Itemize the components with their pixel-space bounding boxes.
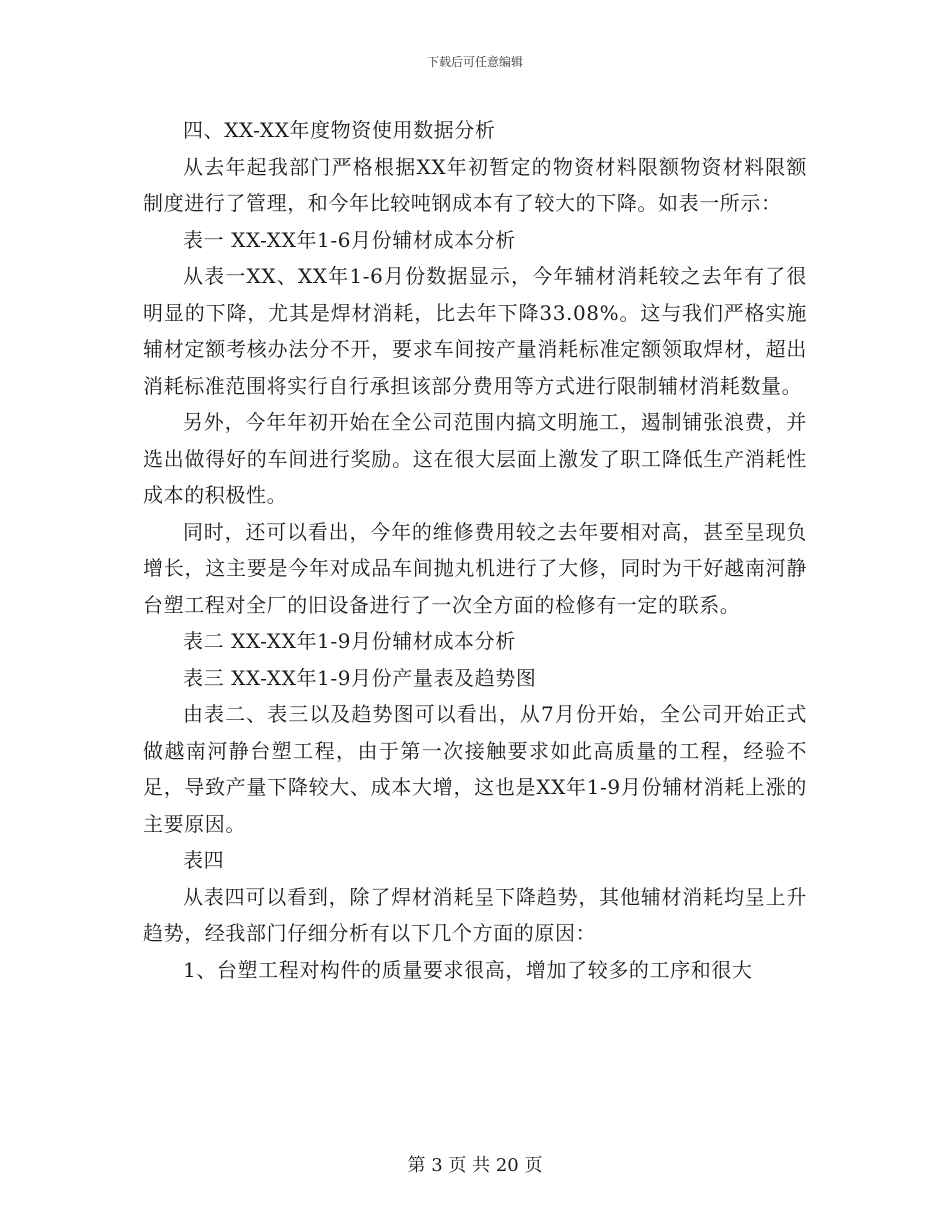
section-heading: 四、XX-XX年度物资使用数据分析 (183, 118, 496, 142)
paragraph: 从表四可以看到，除了焊材消耗呈下降趋势，其他辅材消耗均呈上升趋势，经我部门仔细分析有以下几个方面的原因： (143, 884, 807, 945)
paragraph: 从表一XX、XX年1-6月份数据显示，今年辅材消耗较之去年有了很明显的下降，尤其是焊材消耗，比去年下降33.08%。这与我们严格实施辅材定额考核办法分不开，要求车间按产量消耗标准定额领取焊材，超出消耗标准范围将实行自行承担该部分费用等方式进行限制辅材消耗数量。 (143, 264, 807, 398)
table-caption: 表四 (183, 848, 225, 872)
paragraph: 另外，今年年初开始在全公司范围内搞文明施工，遏制铺张浪费，并选出做得好的车间进行奖励。这在很大层面上激发了职工降低生产消耗性成本的积极性。 (143, 410, 807, 507)
table-caption: 表一 XX-XX年1-6月份辅材成本分析 (183, 227, 516, 252)
table-caption: 表三 XX-XX年1-9月份产量表及趋势图 (183, 665, 537, 690)
paragraph: 1、台塑工程对构件的质量要求很高，增加了较多的工序和很大 (183, 957, 753, 982)
document-body (143, 112, 807, 988)
page-number: 第 3 页 共 20 页 (407, 1155, 543, 1176)
table-caption: 表二 XX-XX年1-9月份辅材成本分析 (183, 629, 516, 653)
page-header: 下载后可任意编辑 (426, 55, 523, 69)
paragraph: 从去年起我部门严格根据XX年初暂定的物资材料限额物资材料限额制度进行了管理，和今年比较吨钢成本有了较大的下降。如表一所示： (143, 154, 807, 215)
paragraph: 由表二、表三以及趋势图可以看出，从7月份开始，全公司开始正式做越南河静台塑工程，由于第一次接触要求如此高质量的工程，经验不足，导致产量下降较大、成本大增，这也是XX年1-9月份辅材消耗上涨的主要原因。 (143, 702, 807, 836)
paragraph: 同时，还可以看出，今年的维修费用较之去年要相对高，甚至呈现负增长，这主要是今年对成品车间抛丸机进行了大修，同时为干好越南河静台塑工程对全厂的旧设备进行了一次全方面的检修有一定的联系。 (143, 519, 807, 617)
